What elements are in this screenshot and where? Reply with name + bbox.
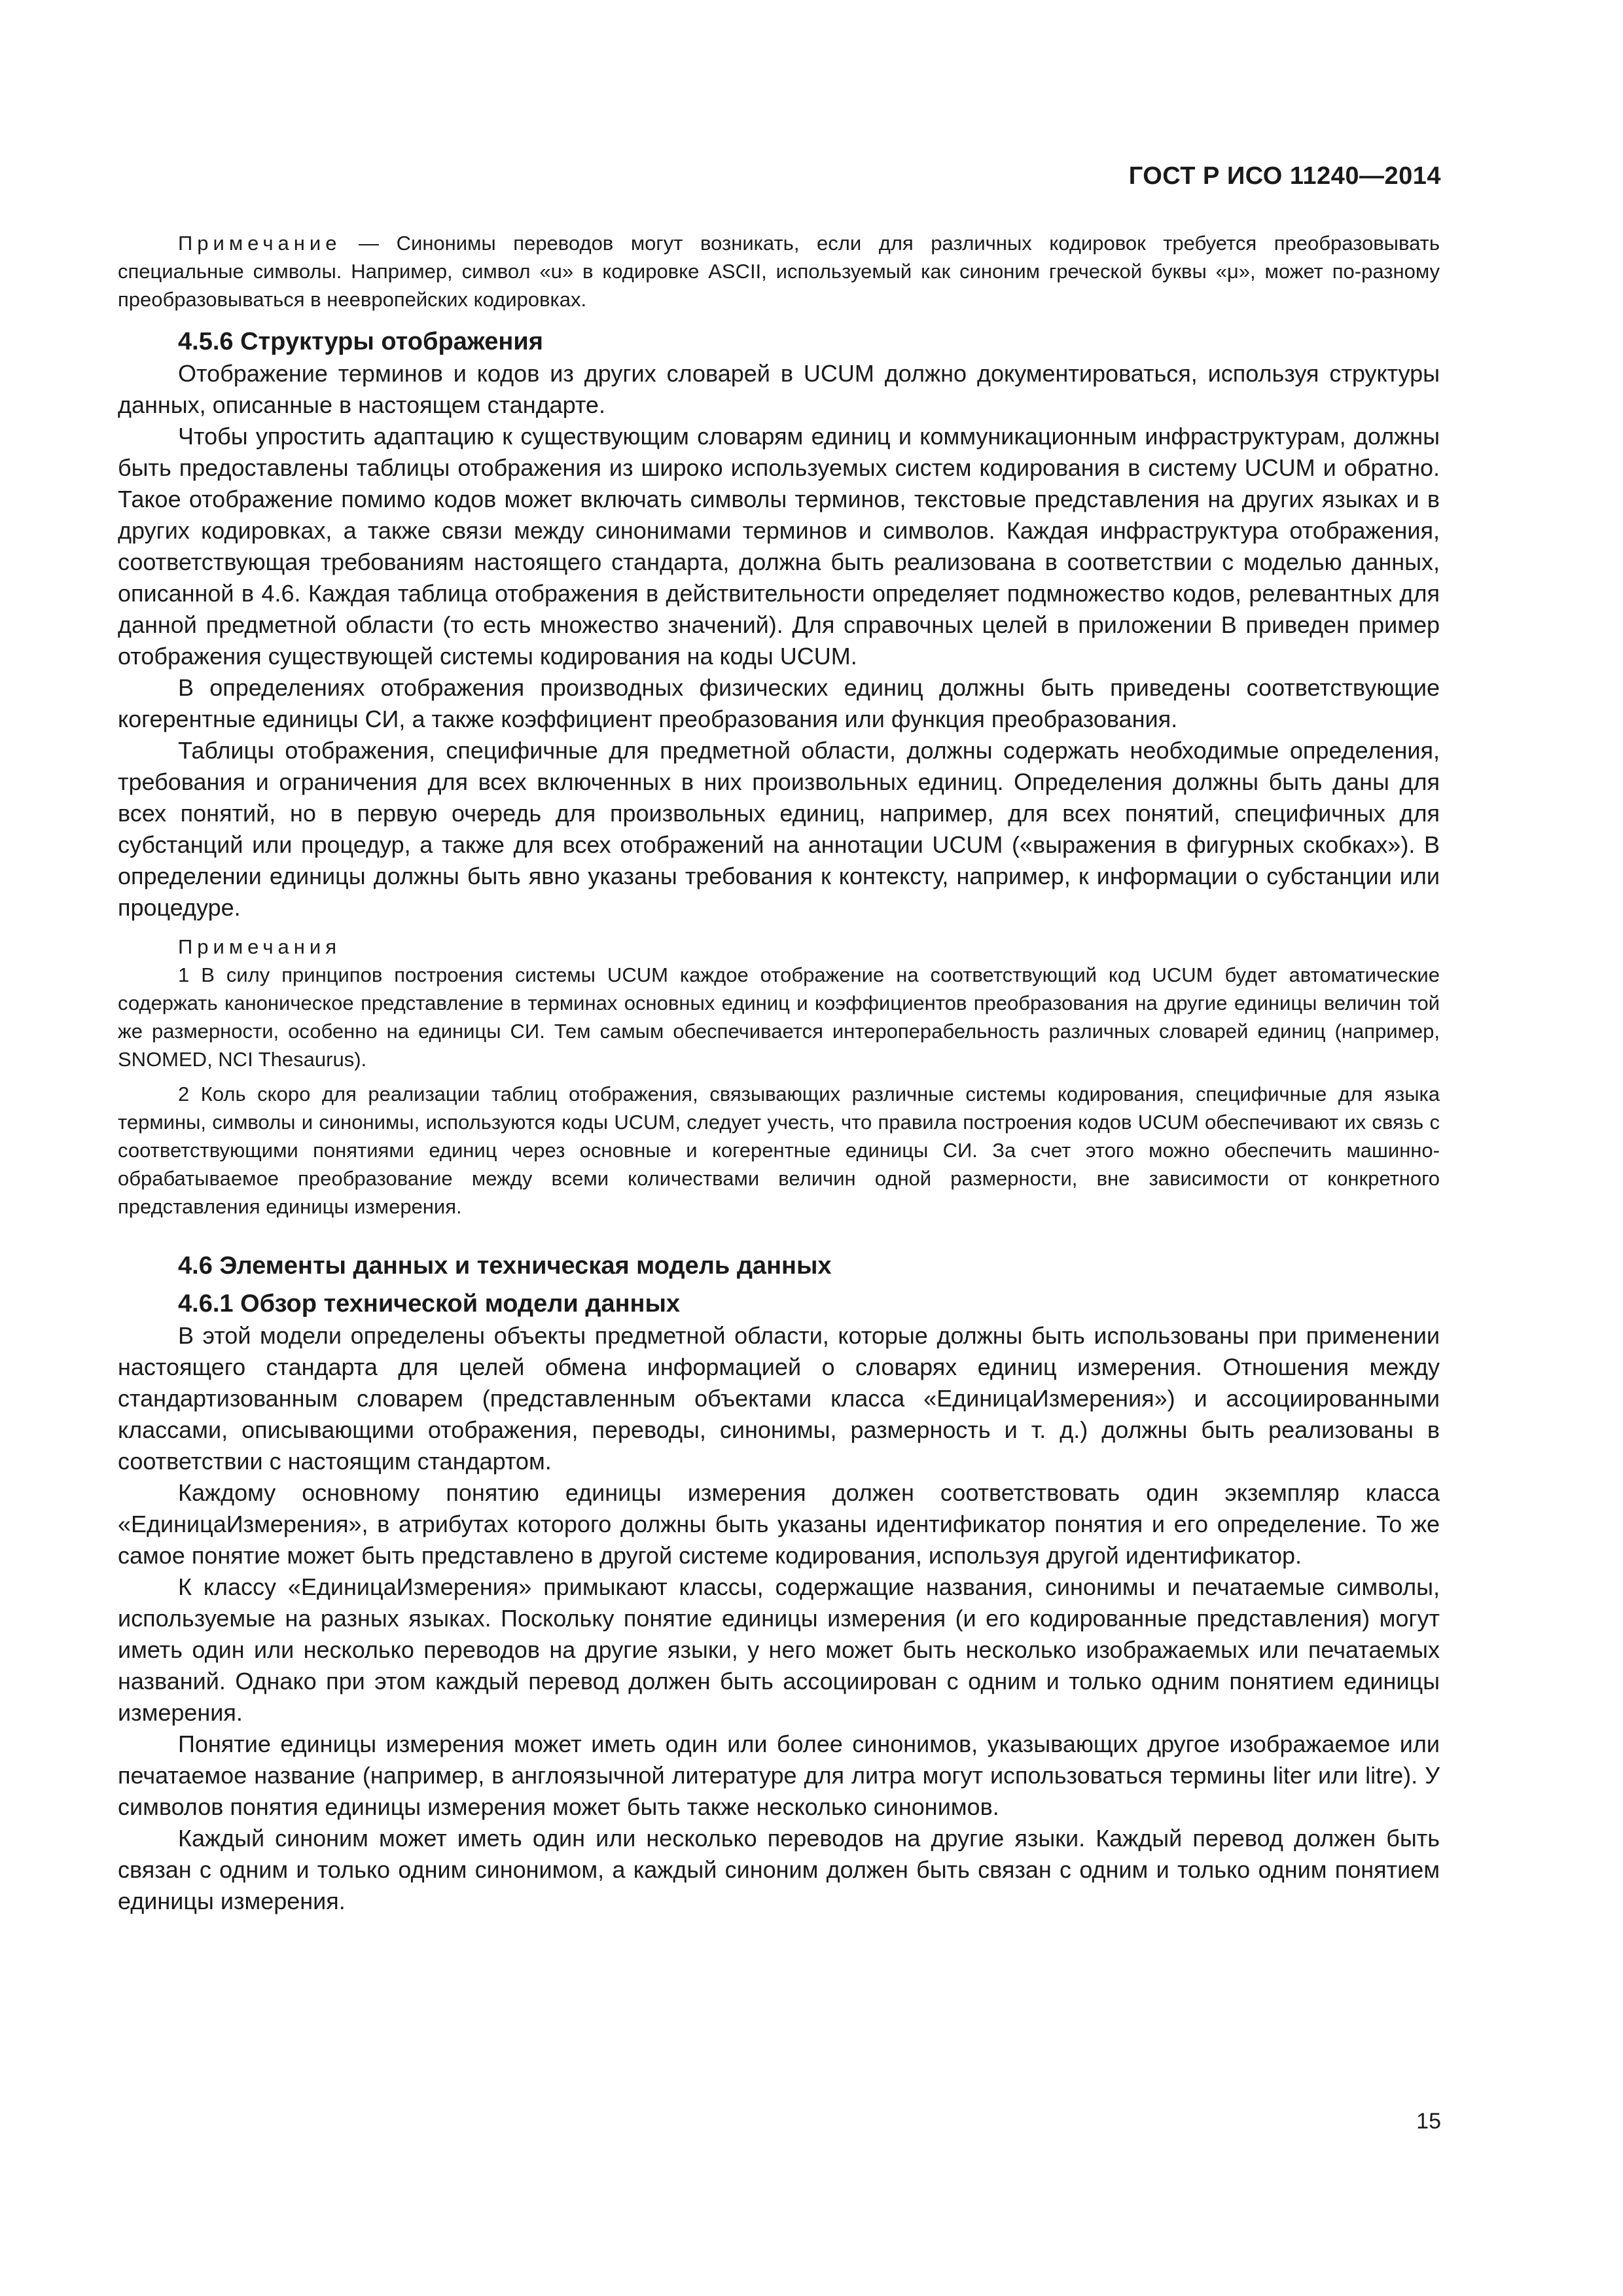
spacer <box>118 1073 1440 1080</box>
section-4-6-1-heading: 4.6.1 Обзор технической модели данных <box>178 1290 681 1318</box>
notes-title: Примечания <box>178 935 341 958</box>
section-4-5-6-paragraph-2: Чтобы упростить адаптацию к существующим словарям единиц и коммуникационным инфраструктурам, должны быть предоставлены таблицы отображения из широко используемых систем кодирования в систему UCUM и обратно. Такое отображение помимо кодов может включать символы терминов, текстовые представления на других языках и в других кодировках, а также связи между синонимами терминов и символов. Каждая инфраструктура отображения, соответствующая требованиям настоящего стандарта, должна быть реализована в соответствии с моделью данных, описанной в 4.6. Каждая таблица отображения в действительности определяет подмножество кодов, релевантных для данной предметной области (то есть множество значений). Для справочных целей в приложении В приведен пример отображения существующей системы кодирования на коды UCUM. <box>118 423 1440 670</box>
section-4-5-6-paragraph-3: В определениях отображения производных физических единиц должны быть приведены соответствующие когерентные единицы СИ, а также коэффициент преобразования или функция преобразования. <box>118 674 1440 732</box>
note-intro <box>118 229 1440 314</box>
section-4-6-1-paragraph-2: Каждому основному понятию единицы измерения должен соответствовать один экземпляр класса «ЕдиницаИзмерения», в атрибутах которого должны быть указаны идентификатор понятия и его определение. То же самое понятие может быть представлено в другой системе кодирования, используя другой идентификатор. <box>118 1479 1440 1569</box>
section-4-6-1-paragraph-1: В этой модели определены объекты предметной области, которые должны быть использованы при применении настоящего стандарта для целей обмена информацией о словарях единиц измерения. Отношения между стандартизованным словарем (представленным объектами класса «ЕдиницаИзмерения») и ассоциированными классами, описывающими отображения, переводы, синонимы, размерность и т. д.) должны быть реализованы в соответствии с настоящим стандартом. <box>118 1322 1440 1475</box>
section-4-6-1-paragraph-5: Каждый синоним может иметь один или несколько переводов на другие языки. Каждый перевод должен быть связан с одним и только одним синонимом, а каждый синоним должен быть связан с одним и только одним понятием единицы измерения. <box>118 1825 1440 1914</box>
section-4-5-6-paragraph-4: Таблицы отображения, специфичные для предметной области, должны содержать необходимые определения, требования и ограничения для всех включенных в них произвольных единиц. Определения должны быть даны для всех понятий, но в первую очередь для произвольных единиц, например, для всех понятий, специфичных для субстанций или процедур, а также для всех отображений на аннотации UCUM («выражения в фигурных скобках»). В определении единицы должны быть явно указаны требования к контексту, например, к информации о субстанции или процедуре. <box>118 737 1440 921</box>
section-4-6-1-paragraph-4: Понятие единицы измерения может иметь один или более синонимов, указывающих другое изображаемое или печатаемое название (например, в англоязычной литературе для литра могут использоваться термины liter или litre). У символов понятия единицы измерения может быть также несколько синонимов. <box>118 1731 1440 1820</box>
page-content <box>118 229 1440 1917</box>
note-intro-label: Примечание <box>178 232 342 255</box>
section-4-5-6-heading: 4.5.6 Структуры отображения <box>178 328 543 355</box>
section-4-6-heading: 4.6 Элементы данных и техническая модель данных <box>178 1252 832 1280</box>
note-2: 2 Коль скоро для реализации таблиц отображения, связывающих различные системы кодирования, специфичные для языка термины, символы и синонимы, используются коды UCUM, следует учесть, что правила построения кодов UCUM обеспечивают их связь с соответствующими понятиями единиц через основные и когерентные единицы СИ. За счет этого можно обеспечить машинно-обрабатываемое преобразование между всеми количествами величин одной размерности, вне зависимости от конкретного представления единицы измерения. <box>118 1083 1440 1218</box>
note-intro-text: — Синонимы переводов могут возникать, если для различных кодировок требуется преобразовывать специальные символы. Например, символ «u» в кодировке ASCII, используемый как синоним греческой буквы «μ», может по-разному преобразовываться в неевропейских кодировках. <box>118 232 1440 311</box>
spacer <box>118 1221 1440 1238</box>
note-1: 1 В силу принципов построения системы UCUM каждое отображение на соответствующий код UCUM будет автоматические содержать каноническое представление в терминах основных единиц и коэффициентов преобразования на другие единицы величин той же размерности, особенно на единицы СИ. Тем самым обеспечивается интероперабельность различных словарей единиц (например, SNOMED, NCI Thesaurus). <box>118 963 1440 1071</box>
page-number: 15 <box>1416 2109 1441 2134</box>
document-code-header: ГОСТ Р ИСО 11240—2014 <box>1128 162 1441 190</box>
section-4-5-6-paragraph-1: Отображение терминов и кодов из других словарей в UCUM должно документироваться, используя структуры данных, описанные в настоящем стандарте. <box>118 360 1440 418</box>
section-4-6-1-paragraph-3: К классу «ЕдиницаИзмерения» примыкают классы, содержащие названия, синонимы и печатаемые символы, используемые на разных языках. Поскольку понятие единицы измерения (и его кодированные представления) могут иметь один или несколько переводов на другие языки, у него может быть несколько изображаемых или печатаемых названий. Однако при этом каждый перевод должен быть ассоциирован с одним и только одним понятием единицы измерения. <box>118 1573 1440 1726</box>
